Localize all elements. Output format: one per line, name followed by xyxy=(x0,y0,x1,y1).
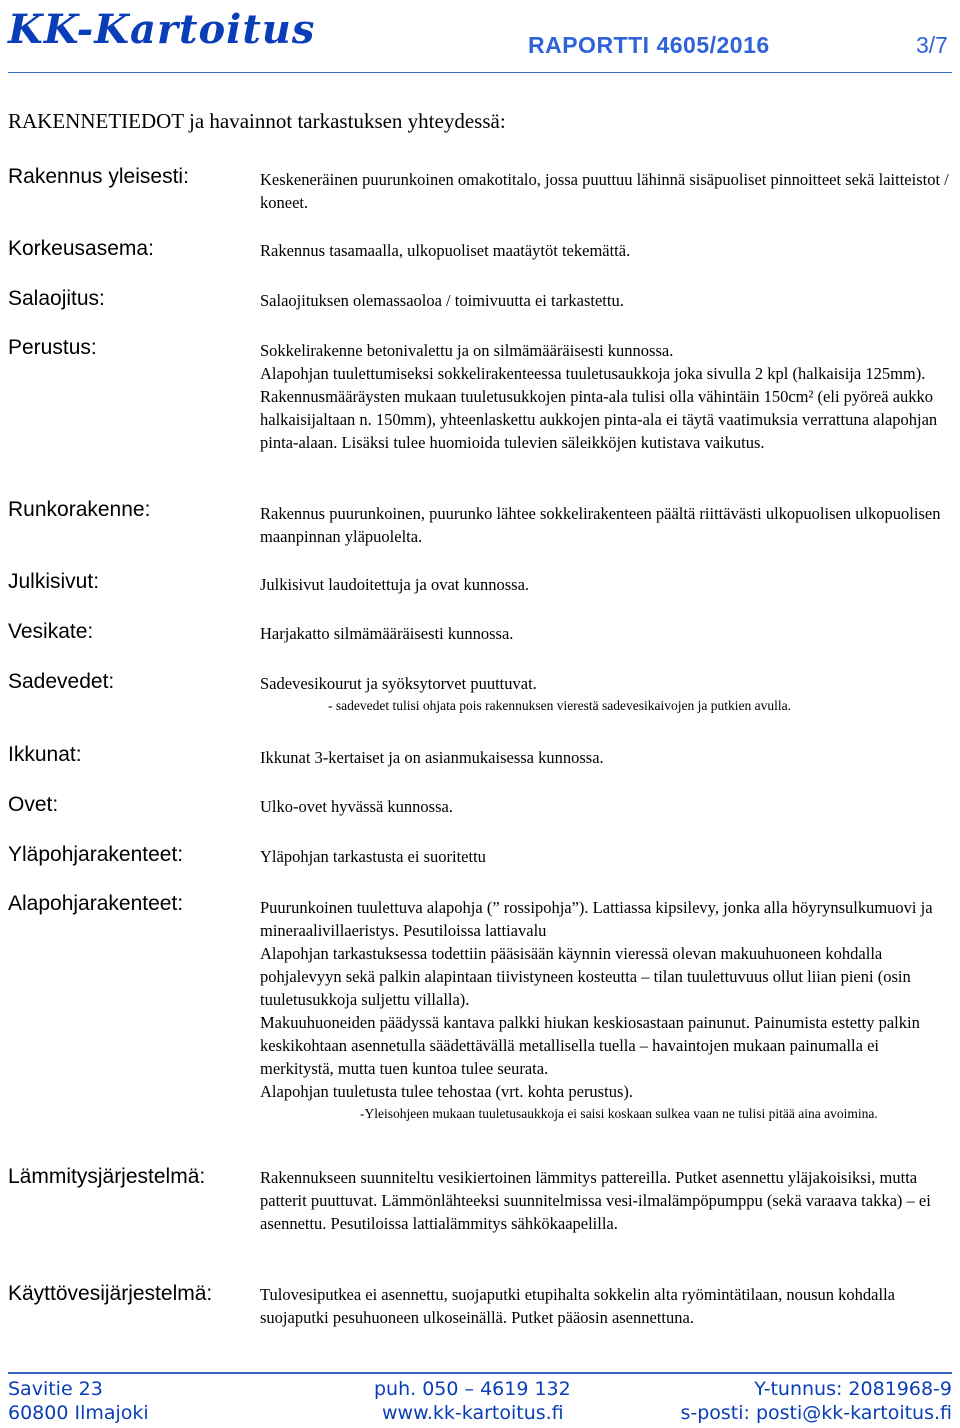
paragraph: Rakennukseen suunniteltu vesikiertoinen lämmitys pattereilla. Putket asennettu yläjakoisiksi, mutta patterit puuttuvat. Lämmönlähteeksi suunnitelmissa vesi-ilmalämpöpumppu (sekä varaava takka) – ei asennettu. Pesutiloissa lattialämmitys sähkökaapelilla. xyxy=(260,1168,931,1233)
paragraph: Puurunkoinen tuulettuva alapohja (” rossipohja”). Lattiassa kipsilevy, jonka alla höyrynsulkumuovi ja mineraalivillaeristys. Pesutiloissa lattiavalu xyxy=(260,898,933,940)
text-korkeusasema xyxy=(260,239,955,262)
paragraph: Alapohjan tarkastuksessa todettiin pääsisään käynnin vieressä olevan makuuhuoneen kohdalla pohjalevyyn sekä palkin alapintaan tiivistyneen kosteutta – tilan tuulettuvuus ollut liian pieni (osin tuuletusukkoja suljettu villalla). xyxy=(260,944,911,1009)
label-sadevedet: Sadevedet: xyxy=(8,670,115,693)
paragraph: Yläpohjan tarkastusta ei suoritettu xyxy=(260,847,486,866)
text-ikkunat xyxy=(260,746,955,769)
label-rakennus-yleisesti: Rakennus yleisesti: xyxy=(8,165,189,188)
page-number: 3/7 xyxy=(916,32,948,58)
paragraph: Salaojituksen olemassaoloa / toimivuutta ei tarkastettu. xyxy=(260,291,624,310)
text-kayttovesijarjestelma xyxy=(260,1283,955,1329)
company-logo: KK-Kartoitus xyxy=(8,6,316,53)
label-vesikate: Vesikate: xyxy=(8,620,94,643)
text-ovet xyxy=(260,795,955,818)
paragraph: Harjakatto silmämääräisesti kunnossa. xyxy=(260,624,514,643)
footer-address-street: Savitie 23 xyxy=(8,1378,103,1400)
section-heading: RAKENNETIEDOT ja havainnot tarkastuksen yhteydessä: xyxy=(8,109,506,133)
paragraph: Keskeneräinen puurunkoinen omakotitalo, jossa puuttuu lähinnä sisäpuoliset pinnoitteet sekä laitteistot / koneet. xyxy=(260,170,949,212)
paragraph: Makuuhuoneiden päädyssä kantava palkki hiukan keskiosastaan painunut. Painumista estetty palkin keskikohtaan asennetulla säädettävällä metallisella tuella – havaintojen mukaan painumalla ei merkitystä, mutta tuen kuntoa tulee seurata. xyxy=(260,1013,920,1078)
label-ovet: Ovet: xyxy=(8,793,59,816)
text-lammitysjarjestelma xyxy=(260,1166,955,1235)
paragraph: Ulko-ovet hyvässä kunnossa. xyxy=(260,797,453,816)
text-julkisivut xyxy=(260,573,955,596)
note: - sadevedet tulisi ohjata pois rakennuksen vierestä sadevesikaivojen ja putkien avulla. xyxy=(328,698,791,713)
paragraph: Sadevesikourut ja syöksytorvet puuttuvat. xyxy=(260,674,537,693)
paragraph: Julkisivut laudoitettuja ja ovat kunnossa. xyxy=(260,575,530,594)
paragraph: Ikkunat 3-kertaiset ja on asianmukaisessa kunnossa. xyxy=(260,748,604,767)
footer-email: s-posti: posti@kk-kartoitus.fi xyxy=(680,1402,952,1424)
label-ikkunat: Ikkunat: xyxy=(8,743,82,766)
label-lammitysjarjestelma: Lämmitysjärjestelmä: xyxy=(8,1165,206,1188)
report-number: RAPORTTI 4605/2016 xyxy=(528,32,770,58)
paragraph: Rakennus puurunkoinen, puurunko lähtee sokkelirakenteen päältä riittävästi ulkopuolisen ulkopuolisen maanpinnan yläpuolelta. xyxy=(260,504,941,546)
paragraph: Rakennus tasamaalla, ulkopuoliset maatäytöt tekemättä. xyxy=(260,241,631,260)
text-ylapohjarakenteet xyxy=(260,845,955,868)
text-salaojitus xyxy=(260,289,955,312)
label-julkisivut: Julkisivut: xyxy=(8,570,100,593)
paragraph: Alapohjan tuuletusta tulee tehostaa (vrt. kohta perustus). xyxy=(260,1082,633,1101)
paragraph: Alapohjan tuulettumiseksi sokkelirakenteessa tuuletusaukkoja joka sivulla 2 kpl (halkaisija 125mm). Rakennusmääräysten mukaan tuuletusukkojen pinta-ala tulisi olla vähintäin 150cm² (eli pyöreä aukko halkaisijaltaan n. 150mm), yhteenlaskettu aukkojen pinta-ala ei täytä vaatimuksia verrattuna alapohjan pinta-alaan. Lisäksi tulee huomioida tulevien säleikköjen kutistava vaikutus. xyxy=(260,364,938,452)
label-kayttovesijarjestelma: Käyttövesijärjestelmä: xyxy=(8,1282,213,1305)
header-divider xyxy=(8,72,952,73)
note: -Yleisohjeen mukaan tuuletusaukkoja ei saisi koskaan sulkea vaan ne tulisi pitää aina avoimina. xyxy=(360,1106,878,1121)
paragraph: Sokkelirakenne betonivalettu ja on silmämääräisesti kunnossa. xyxy=(260,341,674,360)
text-perustus xyxy=(260,339,955,454)
label-alapohjarakenteet: Alapohjarakenteet: xyxy=(8,892,184,915)
label-runkorakenne: Runkorakenne: xyxy=(8,498,151,521)
text-rakennus-yleisesti xyxy=(260,168,955,214)
footer-phone: puh. 050 – 4619 132 xyxy=(374,1378,571,1400)
text-runkorakenne xyxy=(260,502,955,548)
text-sadevedet xyxy=(260,672,955,717)
footer-website: www.kk-kartoitus.fi xyxy=(382,1402,564,1424)
footer-address-city: 60800 Ilmajoki xyxy=(8,1402,149,1424)
label-korkeusasema: Korkeusasema: xyxy=(8,237,154,260)
footer-business-id: Y-tunnus: 2081968-9 xyxy=(754,1378,952,1400)
paragraph: Tulovesiputkea ei asennettu, suojaputki etupihalta sokkelin alta ryömintätilaan, nousun kohdalla suojaputki pesuhuoneen ulkoseinällä. Putket pääosin asennettuna. xyxy=(260,1285,895,1327)
label-ylapohjarakenteet: Yläpohjarakenteet: xyxy=(8,843,184,866)
text-alapohjarakenteet xyxy=(260,896,955,1125)
text-vesikate xyxy=(260,622,955,645)
footer-divider xyxy=(8,1372,952,1374)
label-salaojitus: Salaojitus: xyxy=(8,287,105,310)
label-perustus: Perustus: xyxy=(8,336,97,359)
